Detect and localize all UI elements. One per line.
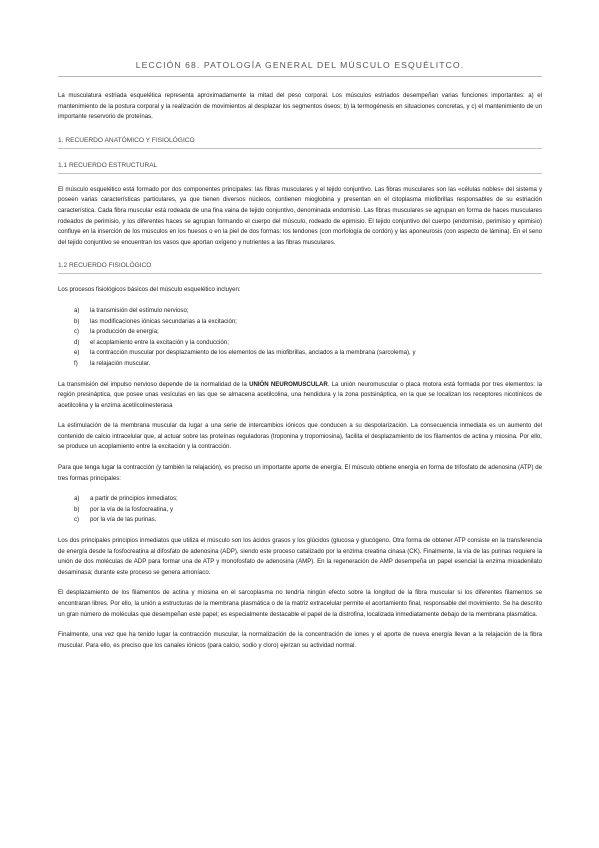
principles-paragraph: Los dos principales principios inmediatos que utiliza el músculo son los ácidos grasos y los glúcidos (glucosa y glucógeno. Otra forma de obtener ATP consiste en la transferencia de energía desde la fosfocreatina al difosfato de adenosina (ADP), siendo este proceso catalizado por la enzima creatina cinasa (CK). Finalmente, la vía de las purinas requiere la unión de dos moléculas de ADP para formar una de ATP y monofosfato de adenosina (AMP). En la regeneración de AMP desempeña un papel esencial la enzima mioadenilato desaminasa; durante este proceso se genera amoníaco. bbox=[58, 537, 542, 576]
list-item-text: la transmisión del estímulo nervioso; bbox=[90, 306, 189, 314]
section-heading-1-1: 1.1 RECUERDO ESTRUCTURAL bbox=[58, 162, 542, 174]
list-item-text: las modificaciones iónicas secundarias a la excitación; bbox=[90, 317, 238, 325]
list-item bbox=[58, 317, 542, 328]
list-item-marker: b) bbox=[74, 505, 80, 513]
list-item-text: la contracción muscular por desplazamiento de los elementos de las miofibrillas, anclados a la membrana (sarcolema), y bbox=[90, 349, 416, 357]
list-item-text: la relajación muscular. bbox=[90, 359, 151, 367]
list-item bbox=[58, 306, 542, 317]
document-title: LECCIÓN 68. PATOLOGÍA GENERAL DEL MÚSCULO ESQUÉLITCO. bbox=[58, 60, 542, 77]
list-item-marker: e) bbox=[74, 349, 80, 357]
list-item bbox=[58, 348, 542, 359]
document-page bbox=[58, 60, 542, 651]
stimulation-paragraph: La estimulación de la membrana muscular da lugar a una serie de intercambios iónicos que conducen a su despolarización. La consecuencia inmediata es un aumento del contenido de calcio intracelular que, al actuar sobre las proteínas reguladoras (troponina y tropomiosina), facilita el desplazamiento de los filamentos de actina y miosina. Por ello, se produce un acoplamiento entre la excitación y la contracción. bbox=[58, 422, 542, 451]
list-item-text: el acoplamiento entre la excitación y la conducción; bbox=[90, 338, 229, 346]
list-item-marker: c) bbox=[74, 516, 80, 524]
list-item-text: a partir de principios inmediatos; bbox=[90, 495, 178, 503]
list-item bbox=[58, 494, 542, 505]
list-item bbox=[58, 515, 542, 526]
structural-paragraph: El músculo esquelético está formado por dos componentes principales: las fibras musculares y el tejido conjuntivo. Las fibras musculares son las «células nobles» del sistema y poseen varias características particulares, ya que tienen diversos núcleos, contienen mioglobina y presentan en el citoplasma miofibrillas responsables de su estriación característica. Cada fibra muscular está rodeada de una fina vaina de tejido conjuntivo, denominada endomisio. Las fibras musculares se agrupan en forma de haces musculares rodeados de perimisio, y los diferentes haces se agrupan formando el cuerpo del músculo, rodeado de epimisio. El tejido conjuntivo del cuerpo (endomisio, perimisio y epimisio) confluye en la inserción de los músculos en los huesos o en la piel de dos formas: los tendones (con morfología de cordón) y las aponeurosis (con aspecto de lámina). En el seno del tejido conjuntivo se encuentran los vasos que aportan oxígeno y nutrientes a las fibras musculares. bbox=[58, 185, 542, 246]
processes-intro: Los procesos fisiológicos básicos del músculo esquelético incluyen: bbox=[58, 286, 241, 294]
list-item-text: por la vía de las purinas. bbox=[90, 516, 157, 524]
final-paragraph: Finalmente, una vez que ha tenido lugar la contracción muscular, la normalización de la concentración de iones y el aporte de nueva energía llevan a la relajación de la fibra muscular. Para ello, es preciso que los canales iónicos (para calcio, sodio y cloro) ejerzan su actividad normal. bbox=[58, 631, 542, 649]
list-item bbox=[58, 338, 542, 349]
energy-paragraph: Para que tenga lugar la contracción (y también la relajación), es preciso un importante aporte de energía. El músculo obtiene energía en forma de trifosfato de adenosina (ATP) de tres formas principales: bbox=[58, 464, 542, 482]
energy-list bbox=[58, 494, 542, 526]
list-item-marker: a) bbox=[74, 495, 80, 503]
list-item-marker: f) bbox=[74, 359, 78, 367]
transmission-text-a: La transmisión del impulso nervioso depende de la normalidad de la bbox=[58, 380, 250, 388]
displacement-paragraph: El desplazamiento de los filamentos de actina y miosina en el sarcoplasma no tendría ningún efecto sobre la longitud de la fibra muscular si los diferentes filamentos se encontraran libres. Por ello, la unión a estructuras de la membrana plasmática o de la matriz extracelular permite el acortamiento final, responsable del movimiento. Se ha descrito un gran número de moléculas que desempeñan este papel; es especialmente destacable el papel de la distrofina, localizada inmediatamente debajo de la membrana plasmática. bbox=[58, 589, 542, 618]
list-item bbox=[58, 505, 542, 516]
intro-paragraph: La musculatura estriada esquelética representa aproximadamente la mitad del peso corporal. Los músculos estriados desempeñan varias funciones importantes: a) el mantenimiento de la postura corporal y la realización de movimientos al desplazar los segmentos óseos; b) la termogénesis en situaciones concretas, y c) el mantenimiento de un importante reservorio de proteínas. bbox=[58, 92, 542, 121]
list-item-marker: d) bbox=[74, 338, 80, 346]
processes-list bbox=[58, 306, 542, 370]
list-item-text: por la vía de la fosfocreatina, y bbox=[90, 505, 173, 513]
section-heading-1-2: 1.2 RECUERDO FISIOLÓGICO bbox=[58, 262, 542, 274]
list-item-text: la producción de energía; bbox=[90, 328, 159, 336]
list-item-marker: c) bbox=[74, 328, 80, 336]
list-item-marker: a) bbox=[74, 306, 80, 314]
list-item bbox=[58, 359, 542, 370]
list-item bbox=[58, 327, 542, 338]
list-item-marker: b) bbox=[74, 317, 80, 325]
neuromuscular-junction-term: UNIÓN NEUROMUSCULAR bbox=[249, 380, 328, 388]
section-heading-1: 1. RECUERDO ANATÓMICO Y FISIOLÓGICO bbox=[58, 137, 542, 149]
transmission-text-c: . La unión neuromuscular o placa motora está formada por tres elementos: la región presináptica, que posee unas vesículas en las que se almacena acetilcolina, una hendidura y la zona postsináptica, en la que se localizan los receptores nicotínicos de acetilcolina y la enzima acetilcolinesterasa bbox=[58, 380, 542, 409]
transmission-paragraph bbox=[58, 380, 542, 412]
